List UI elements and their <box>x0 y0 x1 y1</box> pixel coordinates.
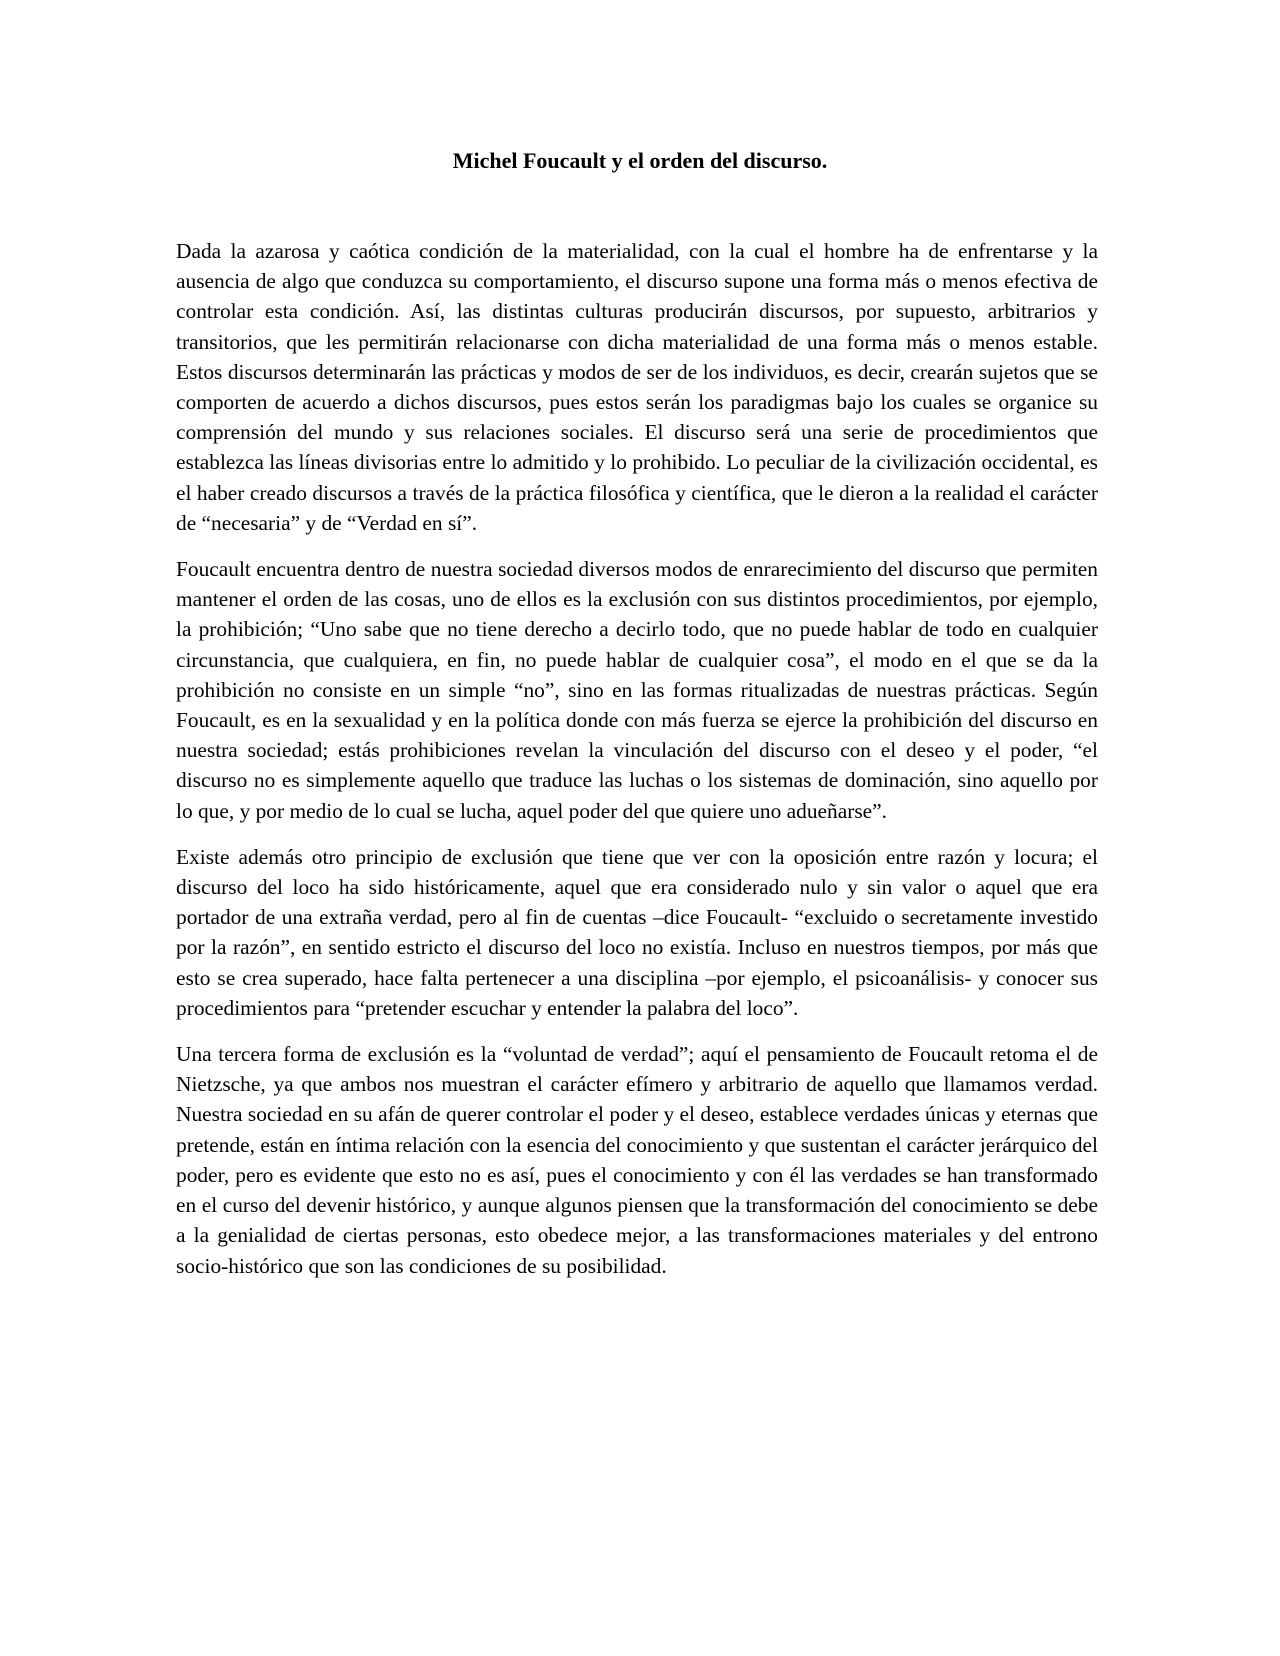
document-body <box>176 236 1098 1297</box>
paragraph: Foucault encuentra dentro de nuestra sociedad diversos modos de enrarecimiento del discurso que permiten mantener el orden de las cosas, uno de ellos es la exclusión con sus distintos procedimientos, por ejemplo, la prohibición; “Uno sabe que no tiene derecho a decirlo todo, que no puede hablar de todo en cualquier circunstancia, que cualquiera, en fin, no puede hablar de cualquier cosa”, el modo en el que se da la prohibición no consiste en un simple “no”, sino en las formas ritualizadas de nuestras prácticas. Según Foucault, es en la sexualidad y en la política donde con más fuerza se ejerce la prohibición del discurso en nuestra sociedad; estás prohibiciones revelan la vinculación del discurso con el deseo y el poder, “el discurso no es simplemente aquello que traduce las luchas o los sistemas de dominación, sino aquello por lo que, y por medio de lo cual se lucha, aquel poder del que quiere uno adueñarse”. <box>176 557 1098 823</box>
paragraph: Existe además otro principio de exclusión que tiene que ver con la oposición entre razón y locura; el discurso del loco ha sido históricamente, aquel que era considerado nulo y sin valor o aquel que era portador de una extraña verdad, pero al fin de cuentas –dice Foucault- “excluido o secretamente investido por la razón”, en sentido estricto el discurso del loco no existía. Incluso en nuestros tiempos, por más que esto se crea superado, hace falta pertenecer a una disciplina –por ejemplo, el psicoanálisis- y conocer sus procedimientos para “pretender escuchar y entender la palabra del loco”. <box>176 844 1098 1020</box>
document-title: Michel Foucault y el orden del discurso. <box>452 148 828 173</box>
paragraph: Una tercera forma de exclusión es la “voluntad de verdad”; aquí el pensamiento de Foucault retoma el de Nietzsche, ya que ambos nos muestran el carácter efímero y arbitrario de aquello que llamamos verdad. Nuestra sociedad en su afán de querer controlar el poder y el deseo, establece verdades únicas y eternas que pretende, están en íntima relación con la esencia del conocimiento y que sustentan el carácter jerárquico del poder, pero es evidente que esto no es así, pues el conocimiento y con él las verdades se han transformado en el curso del devenir histórico, y aunque algunos piensen que la transformación del conocimiento se debe a la genialidad de ciertas personas, esto obedece mejor, a las transformaciones materiales y del entrono socio-histórico que son las condiciones de su posibilidad. <box>176 1042 1098 1278</box>
paragraph: Dada la azarosa y caótica condición de la materialidad, con la cual el hombre ha de enfrentarse y la ausencia de algo que conduzca su comportamiento, el discurso supone una forma más o menos efectiva de controlar esta condición. Así, las distintas culturas producirán discursos, por supuesto, arbitrarios y transitorios, que les permitirán relacionarse con dicha materialidad de una forma más o menos estable. Estos discursos determinarán las prácticas y modos de ser de los individuos, es decir, crearán sujetos que se comporten de acuerdo a dichos discursos, pues estos serán los paradigmas bajo los cuales se organice su comprensión del mundo y sus relaciones sociales. El discurso será una serie de procedimientos que establezca las líneas divisorias entre lo admitido y lo prohibido. Lo peculiar de la civilización occidental, es el haber creado discursos a través de la práctica filosófica y científica, que le dieron a la realidad el carácter de “necesaria” y de “Verdad en sí”. <box>176 239 1098 535</box>
